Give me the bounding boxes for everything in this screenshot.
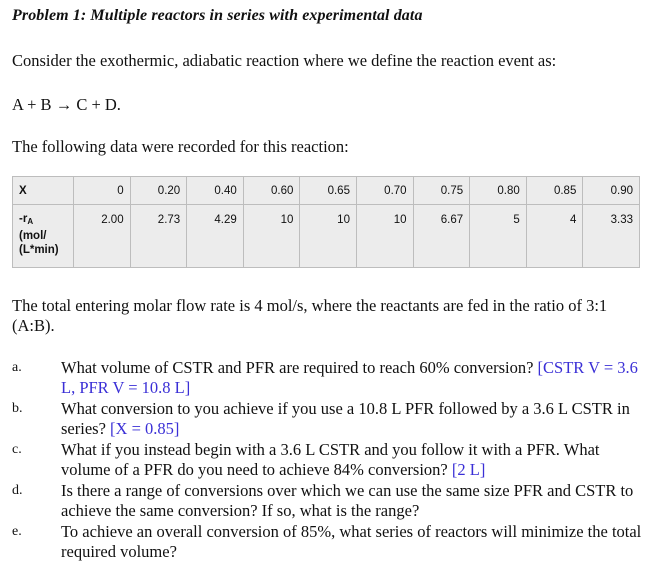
- table-cell: 10: [300, 205, 357, 268]
- table-cell: 0.70: [356, 177, 413, 205]
- question-text: [61, 440, 652, 479]
- conversion-header: X: [13, 177, 74, 205]
- table-cell: 0.75: [413, 177, 470, 205]
- table-cell: 10: [356, 205, 413, 268]
- list-item: [12, 481, 652, 520]
- question-answer: [X = 0.85]: [110, 418, 180, 438]
- rate-unit-line-2: (L*min): [19, 244, 59, 256]
- question-answer: [CSTR V = 3.6 L, PFR V = 10.8 L]: [61, 358, 638, 397]
- question-text: [61, 358, 652, 397]
- table-cell: 10: [243, 205, 300, 268]
- problem-title: Problem 1: Multiple reactors in series with experimental data: [12, 7, 423, 24]
- intro-text: Consider the exothermic, adiabatic reaction where we define the reaction event as:: [12, 51, 557, 70]
- list-item: [12, 440, 652, 479]
- table-cell: 0.85: [526, 177, 583, 205]
- question-body: Is there a range of conversions over which we can use the same size PFR and CSTR to achieve the same conversion? If so, what is the range?: [61, 481, 634, 520]
- reaction-equation: A + B → C + D.: [12, 95, 121, 114]
- table-cell: 0.65: [300, 177, 357, 205]
- table-cell: 4: [526, 205, 583, 268]
- table-cell: 3.33: [583, 205, 640, 268]
- table-cell: 2.00: [74, 205, 131, 268]
- table-cell: 2.73: [130, 205, 187, 268]
- table-cell: 6.67: [413, 205, 470, 268]
- question-body: What volume of CSTR and PFR are required to reach 60% conversion?: [61, 358, 538, 377]
- list-item: [12, 358, 652, 397]
- rate-row: [13, 205, 640, 268]
- table-cell: 0.40: [187, 177, 244, 205]
- table-cell: 0.60: [243, 177, 300, 205]
- table-cell: 0: [74, 177, 131, 205]
- rate-header: [13, 205, 74, 268]
- question-body: What if you instead begin with a 3.6 L CSTR and you follow it with a PFR. What volume of a PFR do you need to achieve 84% conversion?: [61, 440, 600, 479]
- question-list: [12, 358, 652, 563]
- rate-unit-line-1: (mol/: [19, 230, 47, 242]
- question-label: e.: [12, 524, 22, 539]
- question-label: c.: [12, 442, 22, 457]
- data-lead-text: The following data were recorded for this reaction:: [12, 137, 349, 156]
- data-table: [12, 176, 640, 268]
- flow-rate-text: The total entering molar flow rate is 4 mol/s, where the reactants are fed in the ratio of 3:1 (A:B).: [12, 296, 608, 335]
- question-answer: [2 L]: [451, 459, 486, 479]
- conversion-row: [13, 177, 640, 205]
- rate-label: -r: [19, 213, 28, 225]
- table-cell: 4.29: [187, 205, 244, 268]
- question-text: [61, 522, 652, 561]
- question-body: To achieve an overall conversion of 85%, what series of reactors will minimize the total required volume?: [61, 522, 642, 561]
- table-cell: 5: [470, 205, 527, 268]
- rate-label-subscript: A: [27, 217, 34, 226]
- question-text: [61, 481, 652, 520]
- question-text: [61, 399, 652, 438]
- list-item: [12, 522, 652, 561]
- table-cell: 0.90: [583, 177, 640, 205]
- table-cell: 0.20: [130, 177, 187, 205]
- question-label: a.: [12, 360, 22, 375]
- question-label: b.: [12, 401, 23, 416]
- question-label: d.: [12, 483, 23, 498]
- list-item: [12, 399, 652, 438]
- question-body: What conversion to you achieve if you use a 10.8 L PFR followed by a 3.6 L CSTR in series?: [61, 399, 630, 438]
- table-cell: 0.80: [470, 177, 527, 205]
